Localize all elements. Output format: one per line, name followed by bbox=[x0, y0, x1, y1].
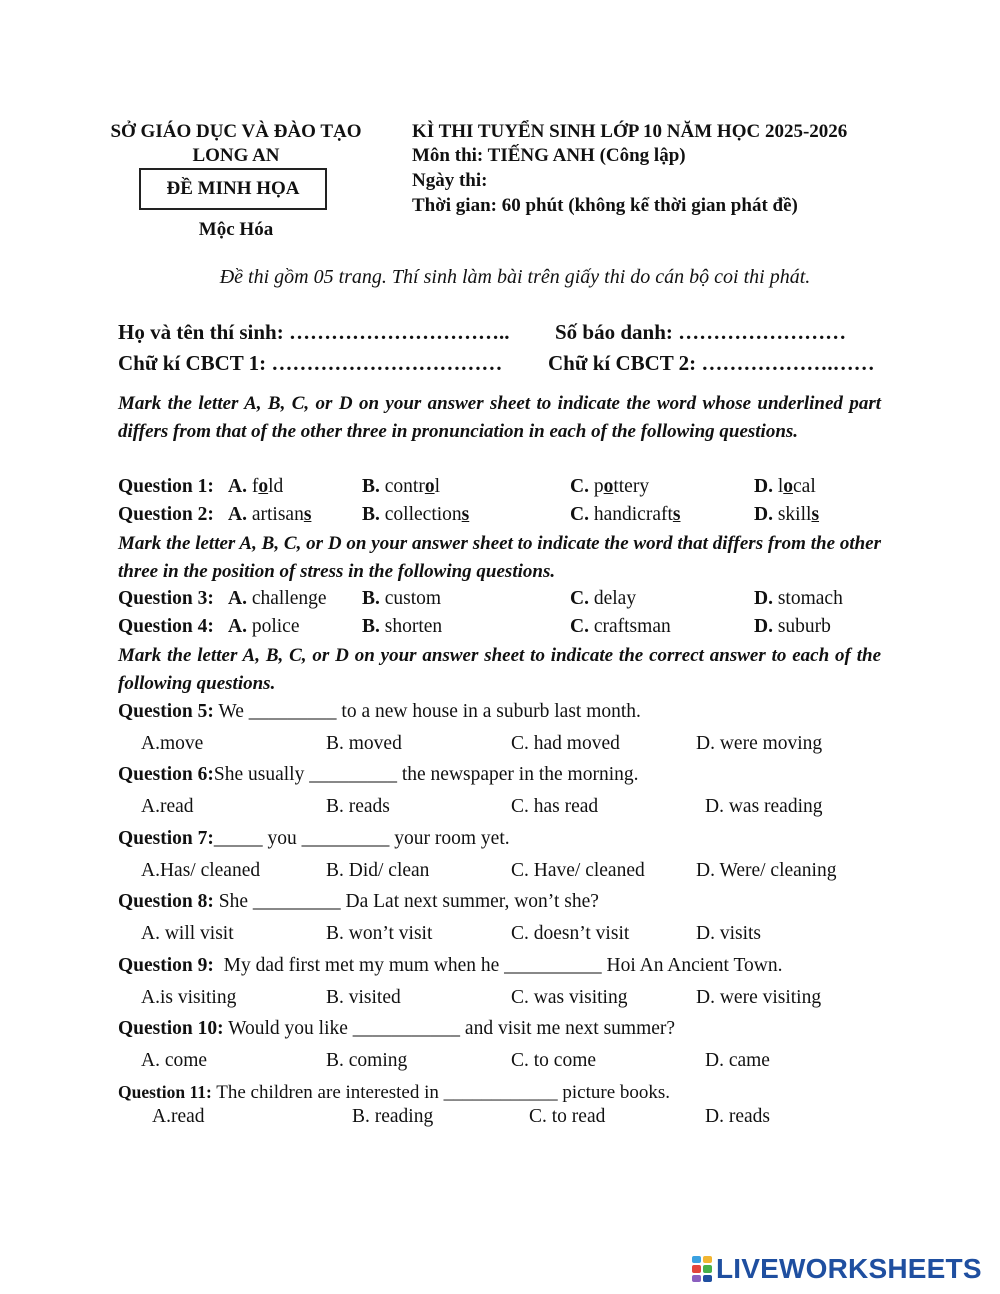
logo-block bbox=[703, 1265, 712, 1272]
q6-option-d: D. was reading bbox=[705, 796, 823, 817]
q5-option-b: B. moved bbox=[326, 733, 402, 754]
q10-option-b: B. coming bbox=[326, 1050, 408, 1071]
q8-option-c: C. doesn’t visit bbox=[511, 923, 630, 944]
exam-duration: Thời gian: 60 phút (không kể thời gian phát đề) bbox=[412, 195, 798, 216]
instruction-correct-answer: Mark the letter A, B, C, or D on your answer sheet to indicate the correct answer to each of the following questions. bbox=[118, 645, 881, 694]
q10-option-d: D. came bbox=[705, 1050, 770, 1071]
logo-block bbox=[692, 1265, 701, 1272]
exam-title: KÌ THI TUYỂN SINH LỚP 10 NĂM HỌC 2025-2026 bbox=[412, 121, 848, 142]
q7-option-c: C. Have/ cleaned bbox=[511, 860, 645, 881]
question-8: Question 8: She _________ Da Lat next summer, won’t she? bbox=[118, 891, 599, 912]
proctor1-signature-field: Chữ kí CBCT 1: …………………………… bbox=[118, 351, 503, 375]
q3-option-b: B. custom bbox=[362, 588, 442, 609]
q7-option-a: A.Has/ cleaned bbox=[141, 860, 261, 881]
question-7: Question 7:_____ you _________ your room yet. bbox=[118, 828, 510, 849]
candidate-number-field: Số báo danh: …………………… bbox=[555, 320, 847, 344]
q11-option-b: B. reading bbox=[352, 1106, 434, 1127]
exam-note: Đề thi gồm 05 trang. Thí sinh làm bài trên giấy thi do cán bộ coi thi phát. bbox=[219, 266, 811, 288]
instruction-stress: Mark the letter A, B, C, or D on your answer sheet to indicate the word that differs from the other three in the position of stress in the following questions. bbox=[118, 533, 881, 582]
logo-block bbox=[692, 1275, 701, 1282]
question-11: Question 11: The children are interested in ____________ picture books. bbox=[118, 1082, 671, 1103]
q11-option-d: D. reads bbox=[705, 1106, 770, 1127]
instruction-pronunciation: Mark the letter A, B, C, or D on your answer sheet to indicate the word whose underlined part differs from that of the other three in pronunciation in each of the following questions. bbox=[118, 393, 881, 442]
q4-option-c: C. craftsman bbox=[570, 616, 671, 637]
q2-option-b: B. collections bbox=[362, 504, 470, 525]
q5-option-c: C. had moved bbox=[511, 733, 620, 754]
q1-option-c: C. pottery bbox=[570, 476, 650, 497]
q3-option-a: A. challenge bbox=[228, 588, 327, 609]
department-name: SỞ GIÁO DỤC VÀ ĐÀO TẠO bbox=[110, 121, 362, 142]
q9-option-d: D. were visiting bbox=[696, 987, 822, 1008]
q4-option-a: A. police bbox=[228, 616, 300, 637]
q1-option-b: B. control bbox=[362, 476, 441, 497]
question-label: Question 2: bbox=[118, 504, 214, 525]
question-9: Question 9: My dad first met my mum when he __________ Hoi An Ancient Town. bbox=[118, 955, 783, 976]
q5-option-d: D. were moving bbox=[696, 733, 823, 754]
q1-option-a: A. fold bbox=[228, 476, 284, 497]
q1-option-d: D. local bbox=[754, 476, 816, 497]
logo-text: LIVEWORKSHEETS bbox=[716, 1253, 982, 1284]
q3-option-c: C. delay bbox=[570, 588, 637, 609]
q3-option-d: D. stomach bbox=[754, 588, 843, 609]
logo-block bbox=[692, 1256, 701, 1263]
question-1 bbox=[118, 476, 214, 498]
q7-option-d: D. Were/ cleaning bbox=[696, 860, 837, 881]
exam-subject: Môn thi: TIẾNG ANH (Công lập) bbox=[412, 145, 686, 166]
q2-option-a: A. artisans bbox=[228, 504, 312, 525]
q5-option-a: A.move bbox=[141, 733, 204, 754]
q11-option-c: C. to read bbox=[529, 1106, 606, 1127]
q2-option-c: C. handicrafts bbox=[570, 504, 681, 525]
q4-option-d: D. suburb bbox=[754, 616, 831, 637]
exam-date: Ngày thi: bbox=[412, 170, 488, 191]
q9-option-c: C. was visiting bbox=[511, 987, 628, 1008]
question-2 bbox=[118, 504, 214, 526]
q11-option-a: A.read bbox=[152, 1106, 205, 1127]
q7-option-b: B. Did/ clean bbox=[326, 860, 430, 881]
logo-block bbox=[703, 1275, 712, 1282]
candidate-name-field: Họ và tên thí sinh: ………………………….. bbox=[118, 320, 510, 344]
logo-block bbox=[703, 1256, 712, 1263]
liveworksheets-logo bbox=[692, 1252, 982, 1286]
q8-option-a: A. will visit bbox=[141, 923, 234, 944]
question-3: Question 3: bbox=[118, 588, 214, 609]
question-10: Question 10: Would you like ___________ and visit me next summer? bbox=[118, 1018, 676, 1039]
logo-mark-icon bbox=[692, 1256, 712, 1282]
question-6: Question 6:She usually _________ the newspaper in the morning. bbox=[118, 764, 639, 785]
q8-option-b: B. won’t visit bbox=[326, 923, 433, 944]
question-4: Question 4: bbox=[118, 616, 214, 637]
q9-option-a: A.is visiting bbox=[141, 987, 237, 1008]
q6-option-a: A.read bbox=[141, 796, 194, 817]
q4-option-b: B. shorten bbox=[362, 616, 443, 637]
location-name: Mộc Hóa bbox=[198, 219, 274, 240]
question-label: Question 1: bbox=[118, 476, 214, 497]
question-5: Question 5: We _________ to a new house in a suburb last month. bbox=[118, 701, 641, 722]
proctor2-signature-field: Chữ kí CBCT 2: ……………….…… bbox=[548, 351, 875, 375]
q6-option-c: C. has read bbox=[511, 796, 599, 817]
q9-option-b: B. visited bbox=[326, 987, 401, 1008]
q2-option-d: D. skills bbox=[754, 504, 820, 525]
q10-option-a: A. come bbox=[141, 1050, 208, 1071]
q8-option-d: D. visits bbox=[696, 923, 762, 944]
q10-option-c: C. to come bbox=[511, 1050, 597, 1071]
demo-exam-box: ĐỀ MINH HỌA bbox=[139, 168, 327, 210]
q6-option-b: B. reads bbox=[326, 796, 390, 817]
province-name: LONG AN bbox=[192, 145, 280, 166]
